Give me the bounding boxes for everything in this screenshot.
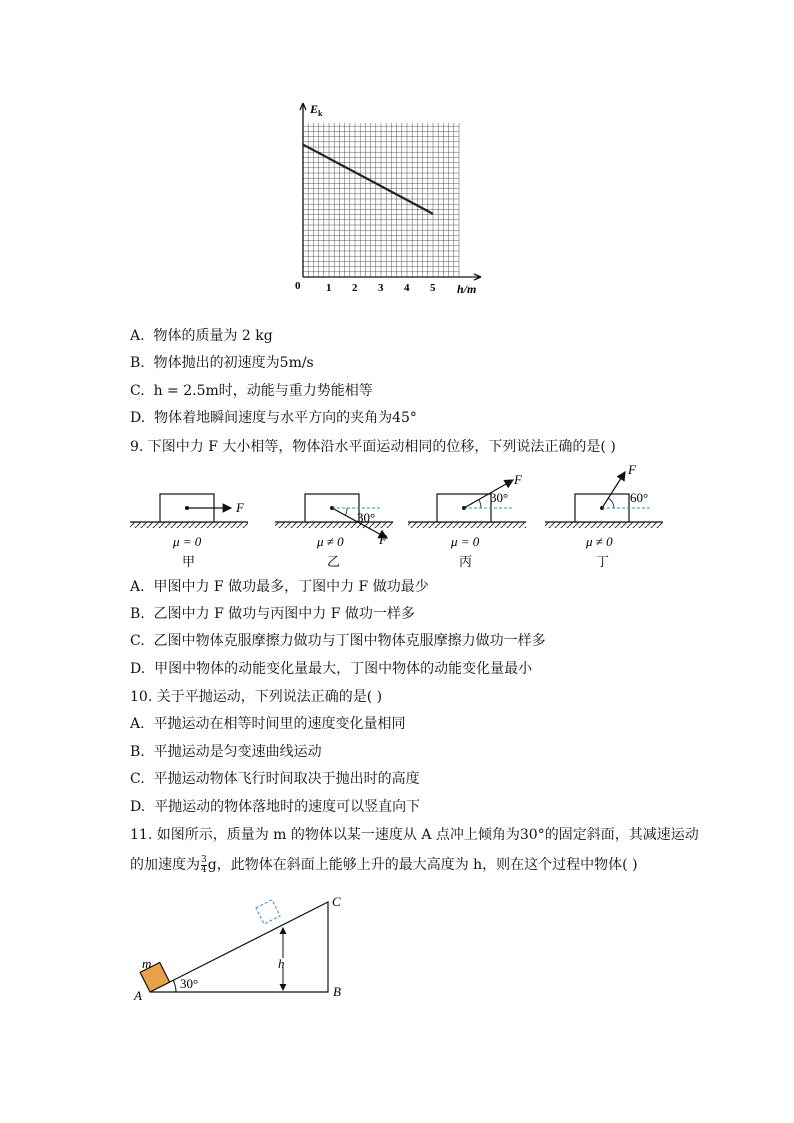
q8-option-d: D. 物体着地瞬间速度与水平方向的夹角为45° — [130, 410, 417, 426]
fraction: $\frac{3}{4}$ — [201, 854, 207, 875]
force-label: F — [379, 532, 387, 547]
force-label: F — [514, 472, 522, 487]
q11-stem-line1: 11. 如图所示，质量为 m 的物体以某一速度从 A 点冲上倾角为30°的固定斜面，其减速运动 — [130, 827, 699, 843]
q8-option-a: A. 物体的质量为 2 kg — [130, 328, 273, 344]
figure-name: 丁 — [596, 554, 610, 569]
ek-h-graph — [285, 95, 495, 300]
q9-option-d: D. 甲图中物体的动能变化量最大，丁图中物体的动能变化量最小 — [130, 661, 533, 677]
q9-option-c: C. 乙图中物体克服摩擦力做功与丁图中物体克服摩擦力做功一样多 — [130, 633, 546, 649]
mu-label: μ ≠ 0 — [317, 534, 344, 549]
q10-stem: 10. 关于平抛运动，下列说法正确的是( ) — [130, 689, 383, 705]
q9-figures — [125, 460, 670, 575]
mu-label: μ = 0 — [451, 534, 480, 549]
ek-line — [303, 145, 433, 214]
height-label: h — [278, 956, 285, 971]
figure-bing — [408, 472, 526, 569]
x-tick-label: 1 — [326, 282, 332, 294]
x-tick-label: 4 — [404, 282, 410, 294]
q10-option-a: A. 平抛运动在相等时间里的速度变化量相同 — [130, 716, 406, 732]
force-label: F — [236, 500, 244, 515]
angle-label: 30° — [180, 976, 199, 991]
angle-label: 60° — [630, 490, 649, 505]
q10-option-c: C. 平抛运动物体飞行时间取决于抛出时的高度 — [130, 771, 420, 787]
angle-label: 30° — [357, 510, 376, 525]
x-tick-labels — [326, 282, 436, 294]
x-axis-label: h/m — [457, 282, 477, 296]
figure-jia — [130, 494, 248, 569]
mass-label: m — [142, 956, 152, 971]
q10-option-d: D. 平抛运动的物体落地时的速度可以竖直向下 — [130, 799, 421, 815]
x-tick-label: 5 — [430, 282, 436, 294]
q8-option-b: B. 物体抛出的初速度为5m/s — [130, 355, 314, 371]
q11-incline-figure — [128, 888, 358, 1008]
x-tick-label: 3 — [378, 282, 384, 294]
figure-name: 丙 — [459, 554, 473, 569]
figure-yi — [275, 494, 393, 569]
y-axis-label: $E_k$ — [310, 102, 323, 118]
q11-stem-line2: 的加速度为 $\frac{3}{4}$ g，此物体在斜面上能够上升的最大高度为 h，则在这个过程中物体( ) — [130, 854, 638, 875]
origin-label: 0 — [295, 280, 301, 292]
force-label: F — [628, 462, 636, 477]
q9-option-a: A. 甲图中力 F 做功最多，丁图中力 F 做功最少 — [130, 579, 429, 595]
point-a-label: A — [134, 988, 142, 1003]
figure-name: 乙 — [327, 554, 341, 569]
point-b-label: B — [333, 984, 341, 999]
x-tick-label: 2 — [352, 282, 358, 294]
angle-label: 30° — [490, 490, 509, 505]
q9-stem: 9. 下图中力 F 大小相等，物体沿水平面运动相同的位移，下列说法正确的是( ) — [130, 439, 616, 455]
graph-grid — [303, 123, 459, 277]
mu-label: μ = 0 — [173, 534, 202, 549]
q10-option-b: B. 平抛运动是匀变速曲线运动 — [130, 744, 322, 760]
point-c-label: C — [332, 894, 341, 909]
figure-ding — [545, 462, 663, 569]
q9-option-b: B. 乙图中力 F 做功与丙图中力 F 做功一样多 — [130, 606, 415, 622]
mu-label: μ ≠ 0 — [586, 534, 613, 549]
q8-option-c: C. h = 2.5m时，动能与重力势能相等 — [130, 383, 373, 399]
figure-name: 甲 — [182, 554, 196, 569]
